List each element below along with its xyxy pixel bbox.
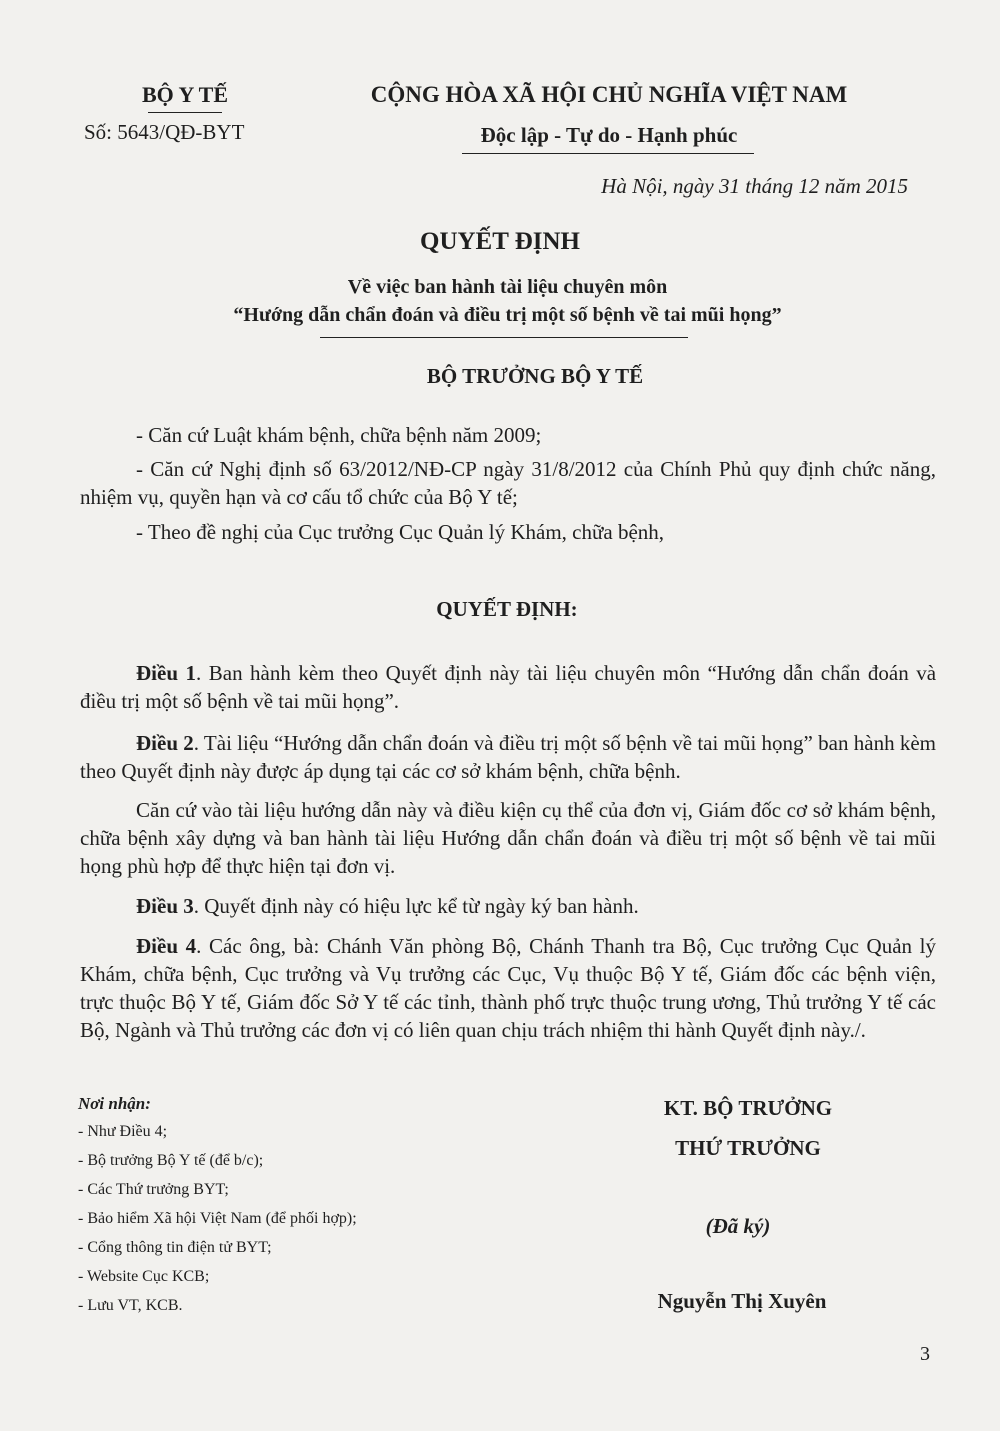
article-3: [80, 892, 936, 920]
article-3-text: . Quyết định này có hiệu lực kể từ ngày ký ban hành.: [193, 894, 639, 918]
document-number: Số: 5643/QĐ-BYT: [84, 120, 245, 144]
recipient-item: - Cổng thông tin điện tử BYT;: [78, 1239, 272, 1256]
document-title: QUYẾT ĐỊNH: [420, 228, 580, 255]
article-2: [80, 729, 936, 785]
article-1-label: Điều 1: [136, 661, 196, 685]
subject-underline: [320, 337, 688, 338]
place-and-date: Hà Nội, ngày 31 tháng 12 năm 2015: [601, 174, 908, 198]
signature-title-1: KT. BỘ TRƯỞNG: [663, 1096, 833, 1120]
legal-basis-2: - Căn cứ Nghị định số 63/2012/NĐ-CP ngày 31/8/2012 của Chính Phủ quy định chức năng, nhiệm vụ, quyền hạn và cơ cấu tổ chức của Bộ Y tế;: [80, 457, 936, 509]
article-4-text: . Các ông, bà: Chánh Văn phòng Bộ, Chánh Thanh tra Bộ, Cục trưởng Cục Quản lý Khám, chữa bệnh, Cục trưởng và Vụ trưởng các Cục, Vụ thuộc Bộ Y tế, Giám đốc các bệnh viện, trực thuộc Bộ Y tế, Giám đốc Sở Y tế các tỉnh, thành phố trực thuộc trung ương, Thủ trưởng Y tế các Bộ, Ngành và Thủ trưởng các đơn vị có liên quan chịu trách nhiệm thi hành Quyết định này./.: [80, 934, 937, 1042]
recipient-item: - Các Thứ trưởng BYT;: [78, 1181, 229, 1198]
article-2-paragraph-2-text: Căn cứ vào tài liệu hướng dẫn này và điều kiện cụ thể của đơn vị, Giám đốc cơ sở khám bệnh, chữa bệnh xây dựng và ban hành tài liệu Hướng dẫn chẩn đoán và điều trị một số bệnh về tai mũi họng phù hợp để thực hiện tại đơn vị.: [80, 798, 936, 878]
article-4: [80, 932, 936, 1044]
article-2-label: Điều 2: [136, 731, 194, 755]
motto-underline: [462, 153, 754, 154]
signed-note: (Đã ký): [705, 1214, 771, 1238]
subject-line-2: “Hướng dẫn chẩn đoán và điều trị một số bệnh về tai mũi họng”: [233, 304, 782, 326]
recipient-item: - Lưu VT, KCB.: [78, 1297, 183, 1314]
ministry-underline: [148, 112, 222, 113]
recipient-item: - Bảo hiểm Xã hội Việt Nam (để phối hợp);: [78, 1210, 357, 1227]
recipient-item: - Website Cục KCB;: [78, 1268, 210, 1285]
article-1: [80, 659, 936, 715]
ministry-name: BỘ Y TẾ: [142, 82, 228, 107]
subject-line-1: Về việc ban hành tài liệu chuyên môn: [347, 276, 668, 298]
recipients-heading: Nơi nhận:: [78, 1094, 151, 1113]
country-name: CỘNG HÒA XÃ HỘI CHỦ NGHĨA VIỆT NAM: [370, 82, 848, 107]
article-2-text: . Tài liệu “Hướng dẫn chẩn đoán và điều trị một số bệnh về tai mũi họng” ban hành kèm theo Quyết định này được áp dụng tại các cơ sở khám bệnh, chữa bệnh.: [80, 731, 937, 783]
issuing-authority: BỘ TRƯỞNG BỘ Y TẾ: [426, 364, 644, 388]
article-2-paragraph-2: [80, 796, 936, 880]
article-4-label: Điều 4: [136, 934, 197, 958]
decision-heading: QUYẾT ĐỊNH:: [436, 597, 578, 621]
national-motto: Độc lập - Tự do - Hạnh phúc: [480, 123, 738, 147]
article-1-text: . Ban hành kèm theo Quyết định này tài liệu chuyên môn “Hướng dẫn chẩn đoán và điều trị một số bệnh về tai mũi họng”.: [80, 661, 937, 713]
recipient-item: - Bộ trưởng Bộ Y tế (để b/c);: [78, 1152, 264, 1169]
legal-basis-1: - Căn cứ Luật khám bệnh, chữa bệnh năm 2009;: [136, 423, 542, 447]
signer-name: Nguyễn Thị Xuyên: [657, 1289, 827, 1313]
legal-basis-3: - Theo đề nghị của Cục trưởng Cục Quản lý Khám, chữa bệnh,: [136, 520, 665, 544]
signature-title-2: THỨ TRƯỞNG: [675, 1136, 821, 1160]
article-3-label: Điều 3: [136, 894, 194, 918]
recipient-item: - Như Điều 4;: [78, 1123, 168, 1140]
page-number: 3: [920, 1343, 930, 1365]
